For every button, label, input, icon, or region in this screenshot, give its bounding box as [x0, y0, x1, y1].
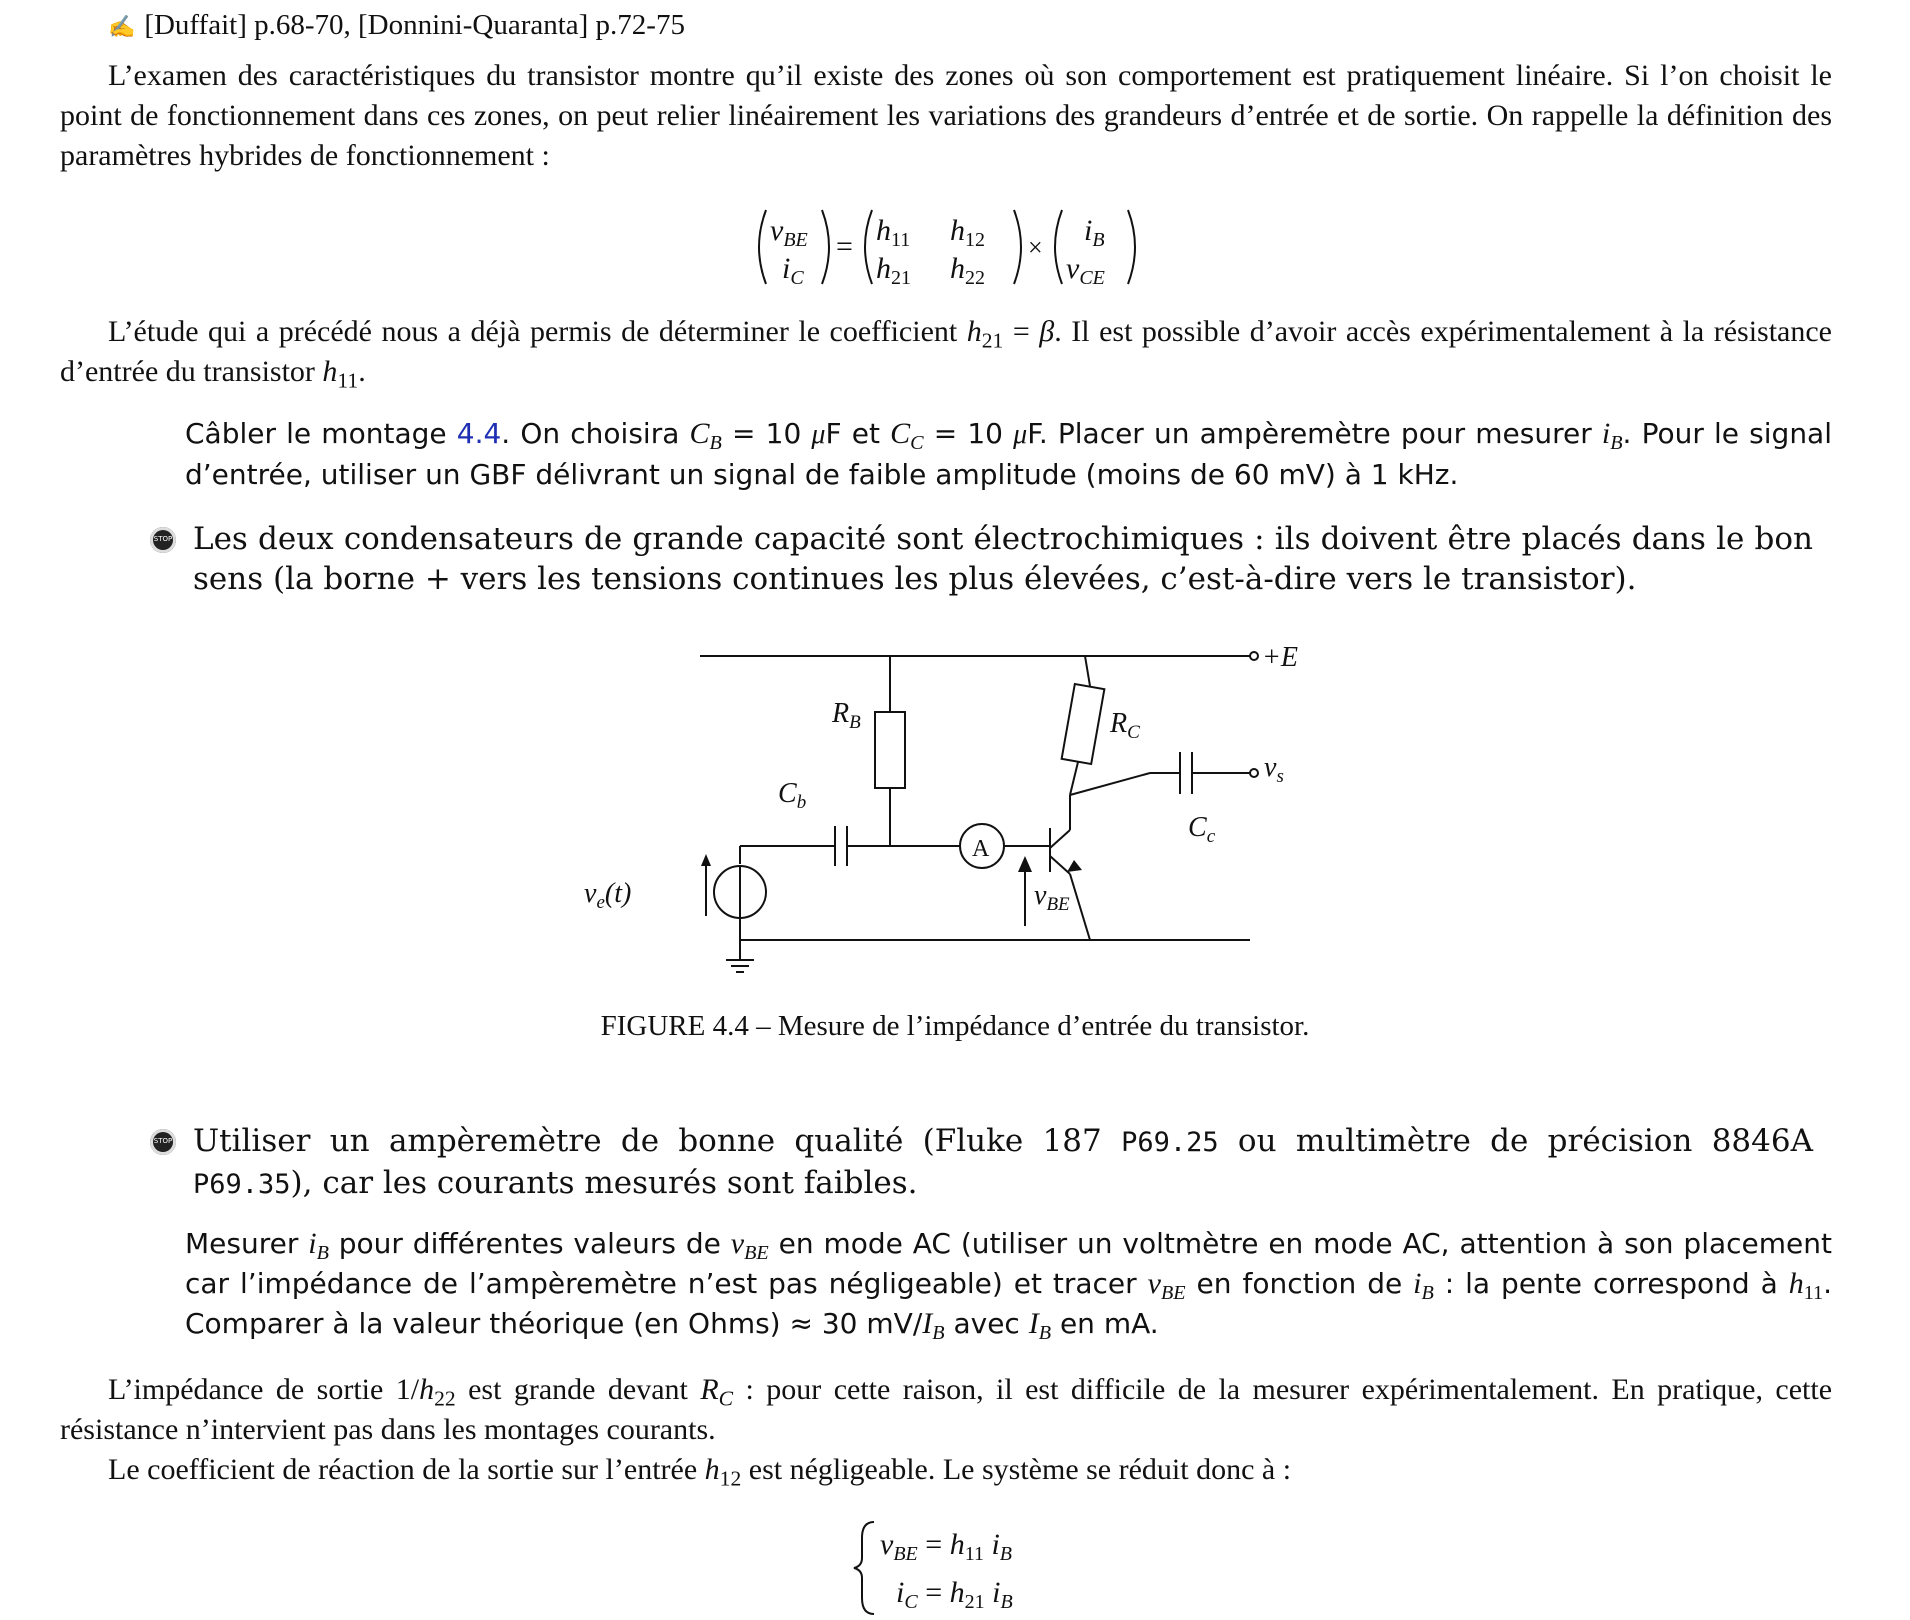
instruction-wiring: Câbler le montage 4.4. On choisira $C_B = 10$ μF et $C_C = 10$ μF. Placer un ampèremètre pour mesurer $i_B$. Pour le signal d’entrée, utiliser un GBF délivrant un signal de faible amplitude (moins de 60 mV) à 1 kHz. [185, 417, 1832, 491]
instruction-measure: Mesurer $i_B$ pour différentes valeurs de $v_{BE}$ en mode AC (utiliser un voltmètre en mode AC, attention à son placement car l’impédance de l’ampèremètre n’est pas négligeable) et tracer $v_{BE}$ en fonction de $i_B$ : la pente correspond à $h_{11}$. Comparer à la valeur théorique (en Ohms) ≈ 30 $mV/I_B$ avec $I_B$ en mA. [185, 1227, 1833, 1345]
reference-text: [Duffait] p.68-70, [Donnini-Quaranta] p.72-75 [144, 9, 685, 41]
equals-sign: = [836, 230, 853, 263]
label-ve: $v_e(t)$ [584, 878, 632, 913]
svg-text:h21: $h_{21}$ [876, 252, 911, 288]
system-equation-2: $i_C = h_{21}$ $i_B$ [896, 1576, 1013, 1613]
svg-text:h22: $h_{22}$ [950, 252, 985, 288]
label-cb: $C_b$ [778, 778, 807, 813]
warning-ammeter: Utiliser un ampèremètre de bonne qualité (Fluke 187 P69.25 ou multimètre de précision 8846A P69.35), car les courants mesurés sont faibles. [193, 1123, 1813, 1201]
svg-text:iB: $i_B$ [1084, 214, 1105, 251]
hybrid-equation-drawing [750, 206, 1150, 288]
label-cc: $C_c$ [1188, 812, 1216, 847]
simplified-system [850, 1518, 1110, 1618]
figure-caption: FIGURE 4.4 – Mesure de l’impédance d’entrée du transistor. [600, 1010, 1310, 1042]
label-ammeter: A [972, 836, 990, 862]
pencil-icon: ✍ [108, 15, 136, 40]
study-paragraph: L’étude qui a précédé nous a déjà permis de déterminer le coefficient $h_{21} = \beta$. Il est possible d’avoir accès expérimentalement à la résistance d’entrée du transistor $h_{11}$. [60, 315, 1832, 393]
circuit-diagram [570, 630, 1320, 990]
svg-text:vCE: $v_{CE}$ [1066, 252, 1105, 288]
system-equation-1: $v_{BE} = h_{11}$ $i_B$ [880, 1528, 1013, 1565]
intro-paragraph: L’examen des caractéristiques du transistor montre qu’il existe des zones où son comportement est pratiquement linéaire. Si l’on choisit le point de fonctionnement dans ces zones, on peut relier linéairement les variations des grandeurs d’entrée et de sortie. On rappelle la définition des paramètres hybrides de fonctionnement : [60, 59, 1832, 172]
label-rb: $R_B$ [832, 698, 861, 733]
svg-text:h12: $h_{12}$ [950, 214, 985, 251]
output-terminal [1250, 769, 1258, 777]
rb-resistor [875, 712, 905, 788]
label-rc: $R_C$ [1110, 708, 1140, 743]
label-vs: $v_s$ [1264, 752, 1284, 787]
reaction-paragraph: Le coefficient de réaction de la sortie sur l’entrée $h_{12}$ est négligeable. Le système se réduit donc à : [108, 1453, 1292, 1491]
label-supply: +E [1262, 642, 1298, 673]
supply-terminal [1250, 652, 1258, 660]
hybrid-equation [750, 206, 1150, 288]
equipment-code: P69.25 [1121, 1127, 1219, 1158]
rc-resistor [1062, 684, 1105, 764]
stop-icon-2: STOP [150, 1129, 176, 1155]
times-sign: × [1028, 233, 1043, 262]
stop-icon: STOP [150, 527, 176, 553]
figure-link[interactable]: 4.4 [456, 417, 502, 450]
warning-capacitors: Les deux condensateurs de grande capacité sont électrochimiques : ils doivent être placés dans le bon sens (la borne + vers les tensions continues les plus élevées, c’est-à-dire vers le transistor). [193, 521, 1813, 597]
svg-text:h11: $h_{11}$ [876, 214, 911, 251]
svg-text:vBE: $v_{BE}$ [770, 214, 808, 251]
reference-line [108, 8, 685, 42]
svg-text:iC: $i_C$ [782, 252, 804, 288]
equipment-code-2: P69.35 [193, 1169, 291, 1200]
label-vbe: $v_{BE}$ [1034, 880, 1070, 915]
output-impedance-paragraph: L’impédance de sortie $1/h_{22}$ est grande devant $R_C$ : pour cette raison, il est difficile de la mesurer expérimentalement. En pratique, cette résistance n’intervient pas dans les montages courants. [60, 1373, 1833, 1446]
